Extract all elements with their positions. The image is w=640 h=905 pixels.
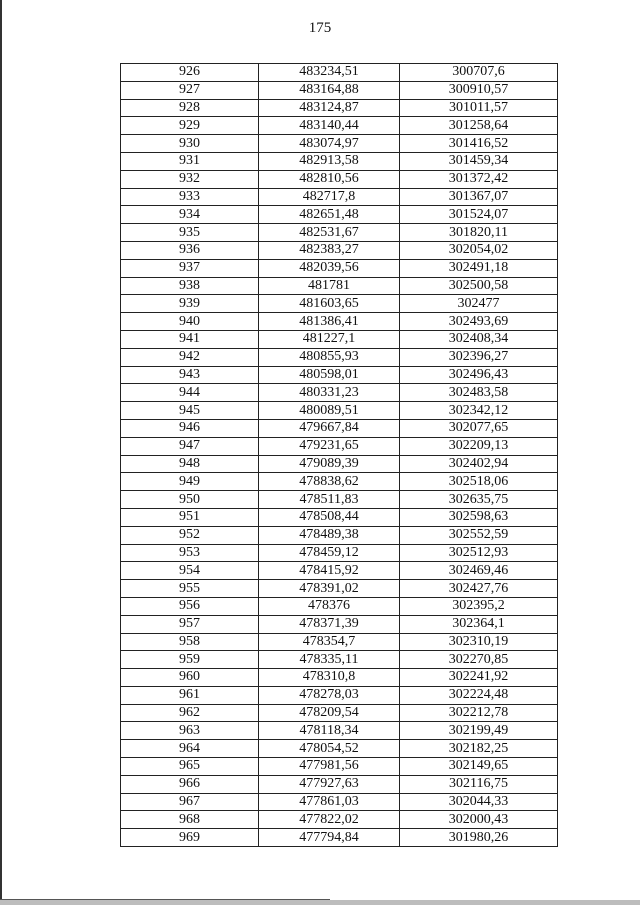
table-row bbox=[121, 437, 558, 455]
y-coordinate-cell: 302496,43 bbox=[400, 366, 558, 384]
y-coordinate-cell: 302199,49 bbox=[400, 722, 558, 740]
y-coordinate-cell: 302044,33 bbox=[400, 793, 558, 811]
point-number-cell: 943 bbox=[121, 366, 259, 384]
y-coordinate-cell: 302077,65 bbox=[400, 419, 558, 437]
y-coordinate-cell: 301416,52 bbox=[400, 135, 558, 153]
table-row bbox=[121, 259, 558, 277]
x-coordinate-cell: 477927,63 bbox=[259, 775, 400, 793]
y-coordinate-cell: 300707,6 bbox=[400, 64, 558, 82]
x-coordinate-cell: 482717,8 bbox=[259, 188, 400, 206]
x-coordinate-cell: 478391,02 bbox=[259, 580, 400, 598]
x-coordinate-cell: 478371,39 bbox=[259, 615, 400, 633]
y-coordinate-cell: 302518,06 bbox=[400, 473, 558, 491]
table-row bbox=[121, 313, 558, 331]
point-number-cell: 933 bbox=[121, 188, 259, 206]
x-coordinate-cell: 483234,51 bbox=[259, 64, 400, 82]
table-row bbox=[121, 348, 558, 366]
y-coordinate-cell: 302364,1 bbox=[400, 615, 558, 633]
x-coordinate-cell: 477822,02 bbox=[259, 811, 400, 829]
point-number-cell: 955 bbox=[121, 580, 259, 598]
point-number-cell: 952 bbox=[121, 526, 259, 544]
y-coordinate-cell: 302310,19 bbox=[400, 633, 558, 651]
table-row bbox=[121, 775, 558, 793]
coordinates-table bbox=[120, 63, 558, 847]
table-row bbox=[121, 170, 558, 188]
x-coordinate-cell: 481781 bbox=[259, 277, 400, 295]
y-coordinate-cell: 302149,65 bbox=[400, 758, 558, 776]
table-row bbox=[121, 562, 558, 580]
table-row bbox=[121, 402, 558, 420]
table-row bbox=[121, 277, 558, 295]
table-row bbox=[121, 491, 558, 509]
y-coordinate-cell: 302270,85 bbox=[400, 651, 558, 669]
x-coordinate-cell: 480855,93 bbox=[259, 348, 400, 366]
point-number-cell: 944 bbox=[121, 384, 259, 402]
point-number-cell: 947 bbox=[121, 437, 259, 455]
x-coordinate-cell: 483164,88 bbox=[259, 81, 400, 99]
y-coordinate-cell: 301011,57 bbox=[400, 99, 558, 117]
y-coordinate-cell: 302408,34 bbox=[400, 330, 558, 348]
x-coordinate-cell: 478209,54 bbox=[259, 704, 400, 722]
point-number-cell: 949 bbox=[121, 473, 259, 491]
y-coordinate-cell: 301258,64 bbox=[400, 117, 558, 135]
y-coordinate-cell: 302212,78 bbox=[400, 704, 558, 722]
point-number-cell: 967 bbox=[121, 793, 259, 811]
y-coordinate-cell: 301459,34 bbox=[400, 152, 558, 170]
point-number-cell: 963 bbox=[121, 722, 259, 740]
table-row bbox=[121, 793, 558, 811]
y-coordinate-cell: 302116,75 bbox=[400, 775, 558, 793]
point-number-cell: 964 bbox=[121, 740, 259, 758]
table-row bbox=[121, 241, 558, 259]
point-number-cell: 956 bbox=[121, 597, 259, 615]
y-coordinate-cell: 301372,42 bbox=[400, 170, 558, 188]
y-coordinate-cell: 302493,69 bbox=[400, 313, 558, 331]
x-coordinate-cell: 480331,23 bbox=[259, 384, 400, 402]
y-coordinate-cell: 302500,58 bbox=[400, 277, 558, 295]
x-coordinate-cell: 482383,27 bbox=[259, 241, 400, 259]
y-coordinate-cell: 302342,12 bbox=[400, 402, 558, 420]
x-coordinate-cell: 483140,44 bbox=[259, 117, 400, 135]
point-number-cell: 940 bbox=[121, 313, 259, 331]
table-row bbox=[121, 206, 558, 224]
y-coordinate-cell: 301367,07 bbox=[400, 188, 558, 206]
table-row bbox=[121, 580, 558, 598]
point-number-cell: 966 bbox=[121, 775, 259, 793]
table-row bbox=[121, 117, 558, 135]
table-row bbox=[121, 330, 558, 348]
table-row bbox=[121, 526, 558, 544]
y-coordinate-cell: 302209,13 bbox=[400, 437, 558, 455]
x-coordinate-cell: 478489,38 bbox=[259, 526, 400, 544]
x-coordinate-cell: 478310,8 bbox=[259, 669, 400, 687]
point-number-cell: 960 bbox=[121, 669, 259, 687]
y-coordinate-cell: 302469,46 bbox=[400, 562, 558, 580]
x-coordinate-cell: 483124,87 bbox=[259, 99, 400, 117]
point-number-cell: 926 bbox=[121, 64, 259, 82]
point-number-cell: 946 bbox=[121, 419, 259, 437]
x-coordinate-cell: 482913,58 bbox=[259, 152, 400, 170]
x-coordinate-cell: 480089,51 bbox=[259, 402, 400, 420]
point-number-cell: 938 bbox=[121, 277, 259, 295]
table-row bbox=[121, 829, 558, 847]
table-row bbox=[121, 188, 558, 206]
x-coordinate-cell: 478354,7 bbox=[259, 633, 400, 651]
table-row bbox=[121, 704, 558, 722]
point-number-cell: 957 bbox=[121, 615, 259, 633]
table-row bbox=[121, 722, 558, 740]
x-coordinate-cell: 483074,97 bbox=[259, 135, 400, 153]
point-number-cell: 959 bbox=[121, 651, 259, 669]
x-coordinate-cell: 482810,56 bbox=[259, 170, 400, 188]
x-coordinate-cell: 482039,56 bbox=[259, 259, 400, 277]
x-coordinate-cell: 478508,44 bbox=[259, 508, 400, 526]
x-coordinate-cell: 478335,11 bbox=[259, 651, 400, 669]
y-coordinate-cell: 302402,94 bbox=[400, 455, 558, 473]
table-row bbox=[121, 758, 558, 776]
table-row bbox=[121, 686, 558, 704]
point-number-cell: 961 bbox=[121, 686, 259, 704]
scan-bottom-edge bbox=[0, 900, 640, 905]
x-coordinate-cell: 478118,34 bbox=[259, 722, 400, 740]
y-coordinate-cell: 302000,43 bbox=[400, 811, 558, 829]
table-row bbox=[121, 99, 558, 117]
y-coordinate-cell: 302598,63 bbox=[400, 508, 558, 526]
table-row bbox=[121, 384, 558, 402]
y-coordinate-cell: 302395,2 bbox=[400, 597, 558, 615]
x-coordinate-cell: 481603,65 bbox=[259, 295, 400, 313]
point-number-cell: 948 bbox=[121, 455, 259, 473]
point-number-cell: 953 bbox=[121, 544, 259, 562]
point-number-cell: 931 bbox=[121, 152, 259, 170]
y-coordinate-cell: 302483,58 bbox=[400, 384, 558, 402]
table-row bbox=[121, 615, 558, 633]
x-coordinate-cell: 481227,1 bbox=[259, 330, 400, 348]
x-coordinate-cell: 480598,01 bbox=[259, 366, 400, 384]
y-coordinate-cell: 302552,59 bbox=[400, 526, 558, 544]
y-coordinate-cell: 302241,92 bbox=[400, 669, 558, 687]
point-number-cell: 968 bbox=[121, 811, 259, 829]
x-coordinate-cell: 478511,83 bbox=[259, 491, 400, 509]
x-coordinate-cell: 477794,84 bbox=[259, 829, 400, 847]
x-coordinate-cell: 479667,84 bbox=[259, 419, 400, 437]
table-row bbox=[121, 669, 558, 687]
x-coordinate-cell: 478278,03 bbox=[259, 686, 400, 704]
x-coordinate-cell: 478838,62 bbox=[259, 473, 400, 491]
table-row bbox=[121, 544, 558, 562]
x-coordinate-cell: 479231,65 bbox=[259, 437, 400, 455]
point-number-cell: 936 bbox=[121, 241, 259, 259]
point-number-cell: 928 bbox=[121, 99, 259, 117]
point-number-cell: 934 bbox=[121, 206, 259, 224]
point-number-cell: 935 bbox=[121, 224, 259, 242]
point-number-cell: 941 bbox=[121, 330, 259, 348]
x-coordinate-cell: 477981,56 bbox=[259, 758, 400, 776]
table-row bbox=[121, 419, 558, 437]
scan-left-edge bbox=[0, 0, 2, 905]
y-coordinate-cell: 302512,93 bbox=[400, 544, 558, 562]
table-row bbox=[121, 633, 558, 651]
x-coordinate-cell: 479089,39 bbox=[259, 455, 400, 473]
table-row bbox=[121, 651, 558, 669]
x-coordinate-cell: 477861,03 bbox=[259, 793, 400, 811]
table-row bbox=[121, 224, 558, 242]
y-coordinate-cell: 302224,48 bbox=[400, 686, 558, 704]
table-row bbox=[121, 508, 558, 526]
point-number-cell: 962 bbox=[121, 704, 259, 722]
x-coordinate-cell: 482531,67 bbox=[259, 224, 400, 242]
x-coordinate-cell: 481386,41 bbox=[259, 313, 400, 331]
point-number-cell: 942 bbox=[121, 348, 259, 366]
point-number-cell: 950 bbox=[121, 491, 259, 509]
x-coordinate-cell: 478415,92 bbox=[259, 562, 400, 580]
x-coordinate-cell: 482651,48 bbox=[259, 206, 400, 224]
y-coordinate-cell: 302477 bbox=[400, 295, 558, 313]
table-row bbox=[121, 81, 558, 99]
point-number-cell: 965 bbox=[121, 758, 259, 776]
y-coordinate-cell: 302491,18 bbox=[400, 259, 558, 277]
table-row bbox=[121, 473, 558, 491]
table-row bbox=[121, 295, 558, 313]
point-number-cell: 951 bbox=[121, 508, 259, 526]
point-number-cell: 932 bbox=[121, 170, 259, 188]
x-coordinate-cell: 478459,12 bbox=[259, 544, 400, 562]
y-coordinate-cell: 302396,27 bbox=[400, 348, 558, 366]
x-coordinate-cell: 478054,52 bbox=[259, 740, 400, 758]
table-row bbox=[121, 597, 558, 615]
y-coordinate-cell: 301524,07 bbox=[400, 206, 558, 224]
table-row bbox=[121, 811, 558, 829]
point-number-cell: 927 bbox=[121, 81, 259, 99]
point-number-cell: 954 bbox=[121, 562, 259, 580]
table-row bbox=[121, 366, 558, 384]
y-coordinate-cell: 301820,11 bbox=[400, 224, 558, 242]
table-row bbox=[121, 64, 558, 82]
page-number: 175 bbox=[308, 20, 332, 36]
point-number-cell: 969 bbox=[121, 829, 259, 847]
table-row bbox=[121, 740, 558, 758]
point-number-cell: 945 bbox=[121, 402, 259, 420]
point-number-cell: 929 bbox=[121, 117, 259, 135]
x-coordinate-cell: 478376 bbox=[259, 597, 400, 615]
point-number-cell: 930 bbox=[121, 135, 259, 153]
y-coordinate-cell: 301980,26 bbox=[400, 829, 558, 847]
y-coordinate-cell: 302182,25 bbox=[400, 740, 558, 758]
y-coordinate-cell: 302054,02 bbox=[400, 241, 558, 259]
y-coordinate-cell: 302427,76 bbox=[400, 580, 558, 598]
y-coordinate-cell: 300910,57 bbox=[400, 81, 558, 99]
table-row bbox=[121, 135, 558, 153]
point-number-cell: 937 bbox=[121, 259, 259, 277]
point-number-cell: 939 bbox=[121, 295, 259, 313]
point-number-cell: 958 bbox=[121, 633, 259, 651]
y-coordinate-cell: 302635,75 bbox=[400, 491, 558, 509]
coordinates-table-body bbox=[121, 64, 558, 847]
table-row bbox=[121, 152, 558, 170]
table-row bbox=[121, 455, 558, 473]
